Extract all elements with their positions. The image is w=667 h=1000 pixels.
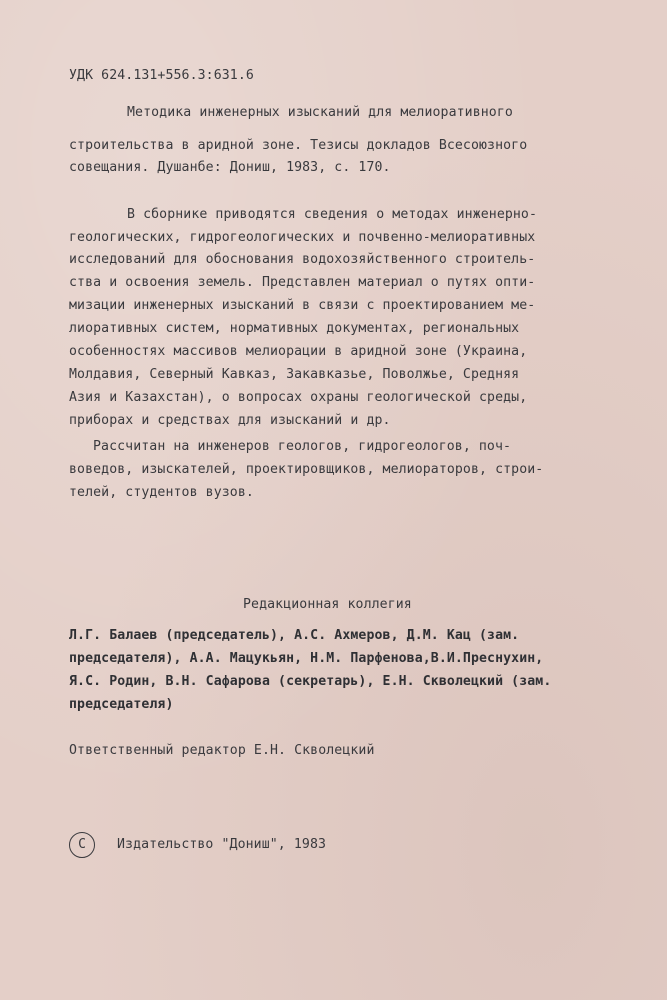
abstract-line: геологических, гидрогеологических и почвенно-мелиоративных <box>69 230 536 245</box>
board-member-line: Я.С. Родин, В.Н. Сафарова (секретарь), Е.Н. Скволецкий (зам. <box>69 674 552 689</box>
citation-line: совещания. Душанбе: Дониш, 1983, с. 170. <box>69 160 391 175</box>
abstract-line: Рассчитан на инженеров геологов, гидрогеологов, поч- <box>93 439 512 454</box>
board-member-line: председателя), А.А. Мацукьян, Н.М. Парфенова,В.И.Преснухин, <box>69 651 544 666</box>
citation-line: Методика инженерных изысканий для мелиоративного <box>127 105 513 120</box>
abstract-line: ства и освоения земель. Представлен материал о путях опти- <box>69 275 536 290</box>
editorial-board-heading: Редакционная коллегия <box>243 597 412 612</box>
board-member-line: председателя) <box>69 697 174 712</box>
abstract-line: особенностях массивов мелиорации в аридной зоне (Украина, <box>69 344 528 359</box>
abstract-line: мизации инженерных изысканий в связи с проектированием ме- <box>69 298 536 313</box>
abstract-line: лиоративных систем, нормативных документах, региональных <box>69 321 520 336</box>
abstract-line: приборах и средствах для изысканий и др. <box>69 413 391 428</box>
copyright-icon: С <box>69 832 95 858</box>
board-member-line: Л.Г. Балаев (председатель), А.С. Ахмеров, Д.М. Кац (зам. <box>69 628 520 643</box>
abstract-line: Азия и Казахстан), о вопросах охраны геологической среды, <box>69 390 528 405</box>
citation-line: строительства в аридной зоне. Тезисы докладов Всесоюзного <box>69 138 528 153</box>
abstract-line: Молдавия, Северный Кавказ, Закавказье, Поволжье, Средняя <box>69 367 520 382</box>
responsible-editor: Ответственный редактор Е.Н. Скволецкий <box>69 743 375 758</box>
abstract-line: телей, студентов вузов. <box>69 485 254 500</box>
abstract-line: В сборнике приводятся сведения о методах инженерно- <box>127 207 538 222</box>
abstract-line: воведов, изыскателей, проектировщиков, мелиораторов, строи- <box>69 462 544 477</box>
copyright-text: Издательство "Дониш", 1983 <box>117 837 327 852</box>
udk-code: УДК 624.131+556.3:631.6 <box>69 68 254 83</box>
abstract-line: исследований для обоснования водохозяйственного строитель- <box>69 252 536 267</box>
